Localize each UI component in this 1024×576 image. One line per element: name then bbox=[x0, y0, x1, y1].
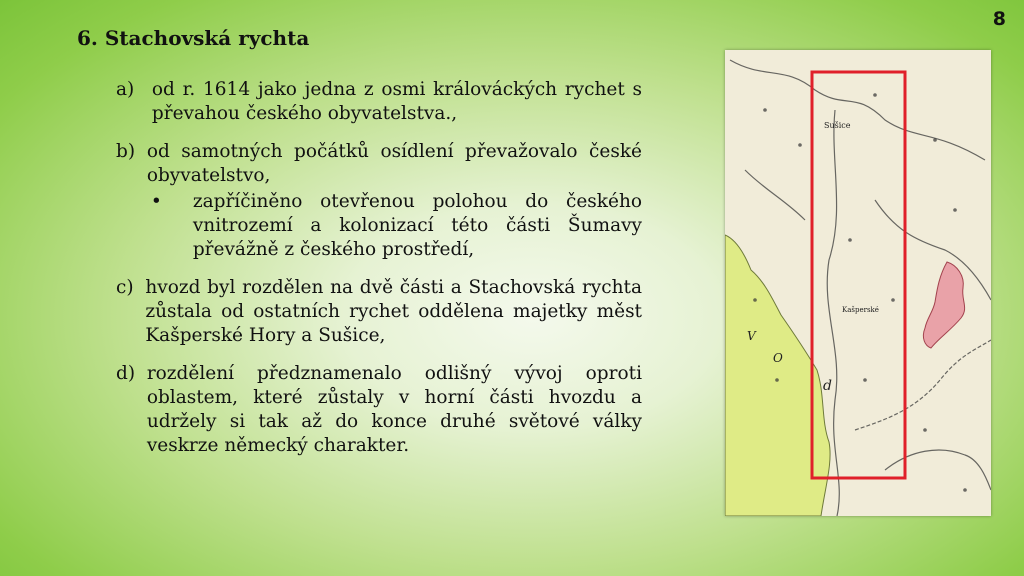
map-label-d: d bbox=[823, 378, 832, 394]
map-label-kasperske: Kašperské bbox=[842, 306, 879, 314]
settlement-dot bbox=[953, 208, 957, 212]
sub-bullet bbox=[147, 190, 642, 262]
item-letter: a) bbox=[116, 79, 152, 100]
settlement-dot bbox=[863, 378, 867, 382]
list-item-c bbox=[116, 276, 642, 348]
map-label-o: O bbox=[773, 351, 783, 365]
map-label-susice: Sušice bbox=[824, 121, 851, 130]
historical-map bbox=[725, 50, 991, 516]
bullet-mark: • bbox=[150, 191, 162, 212]
item-text: od samotných počátků osídlení převažovalo české obyvatelstvo, bbox=[146, 141, 642, 186]
settlement-dot bbox=[963, 488, 967, 492]
item-text: od r. 1614 jako jedna z osmi králováckých rychet s převahou českého obyvatelstva., bbox=[151, 79, 642, 124]
page-number: 8 bbox=[992, 8, 1006, 30]
bullet-text: zapříčiněno otevřenou polohou do českého vnitrozemí a kolonizací této části Šumavy převážně z českého prostředí, bbox=[192, 191, 642, 260]
item-letter: d) bbox=[116, 363, 147, 384]
settlement-dot bbox=[873, 93, 877, 97]
settlement-dot bbox=[891, 298, 895, 302]
map-label-v: V bbox=[747, 329, 756, 343]
item-letter: c) bbox=[116, 277, 146, 298]
item-text: rozdělení předznamenalo odlišný vývoj oproti oblastem, které zůstaly v horní části hvozdu a udržely si tak až do konce druhé světové války veskrze německý charakter. bbox=[146, 363, 642, 456]
item-text: hvozd byl rozdělen na dvě části a Stachovská rychta zůstala od ostatních rychet oddělena majetky měst Kašperské Hory a Sušice, bbox=[145, 277, 642, 346]
settlement-dot bbox=[848, 238, 852, 242]
list-item-d bbox=[116, 362, 642, 458]
settlement-dot bbox=[753, 298, 757, 302]
settlement-dot bbox=[775, 378, 779, 382]
item-letter: b) bbox=[116, 141, 147, 162]
content-list bbox=[116, 78, 642, 472]
list-item-a bbox=[116, 78, 642, 126]
map-image bbox=[725, 50, 991, 516]
list-item-b bbox=[116, 140, 642, 262]
settlement-dot bbox=[798, 143, 802, 147]
settlement-dot bbox=[933, 138, 937, 142]
settlement-dot bbox=[923, 428, 927, 432]
settlement-dot bbox=[763, 108, 767, 112]
slide-title: 6. Stachovská rychta bbox=[77, 26, 310, 50]
